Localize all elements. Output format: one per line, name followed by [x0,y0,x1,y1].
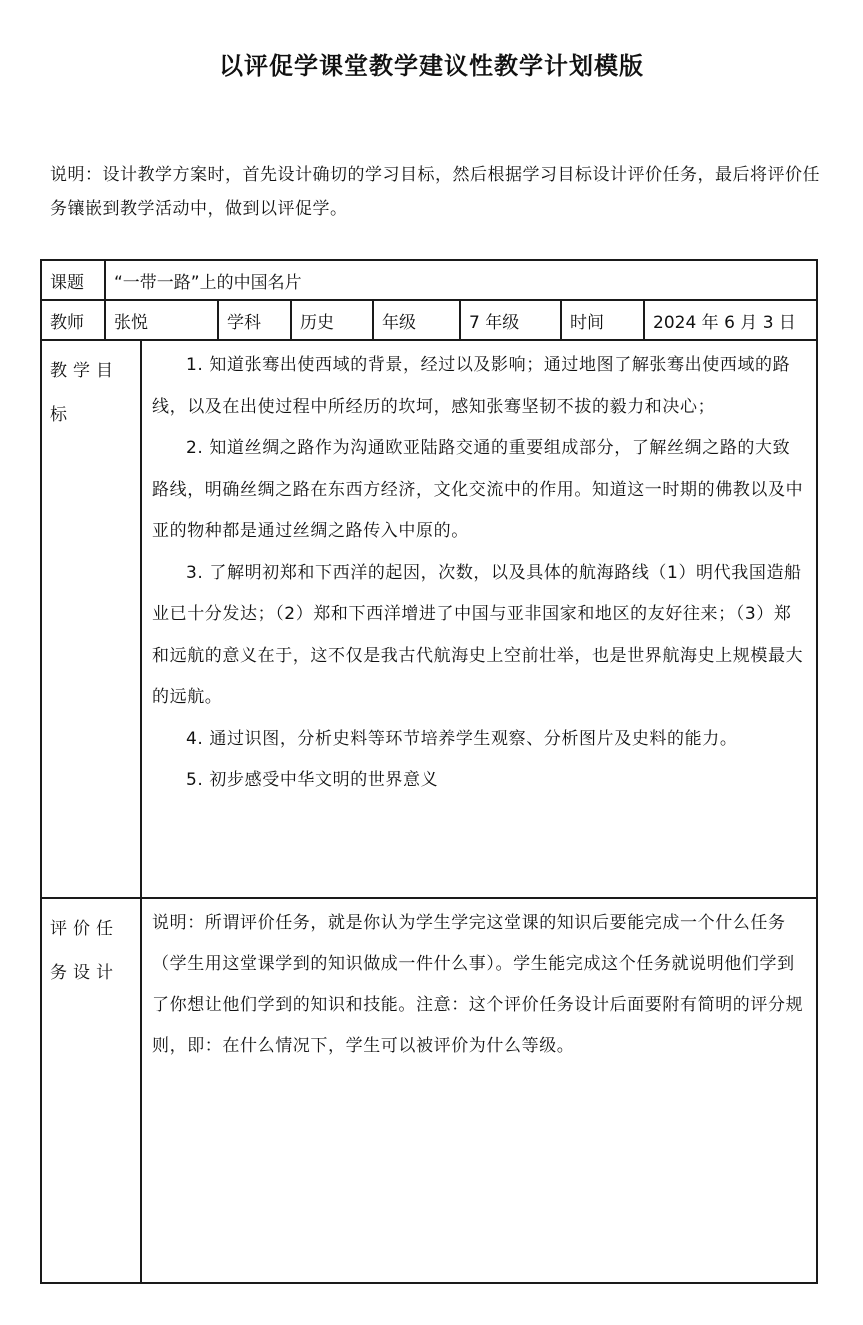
time-value: 2024 年 6 月 3 日 [644,300,817,340]
grade-label: 年级 [373,300,460,340]
evaluation-content [141,898,817,1283]
goals-label: 教学目标 [41,340,141,898]
teacher-value: 张悦 [105,300,218,340]
teacher-label: 教师 [41,300,105,340]
evaluation-row [41,898,817,1283]
goal-item-3: 3. 了解明初郑和下西洋的起因，次数，以及具体的航海路线（1）明代我国造船业已十分发达；（2）郑和下西洋增进了中国与亚非国家和地区的友好往来；（3）郑和远航的意义在于，这不仅是我古代航海史上空前壮举，也是世界航海史上规模最大的远航。 [152,562,804,707]
subject-label: 学科 [218,300,291,340]
evaluation-text: 说明：所谓评价任务，就是你认为学生学完这堂课的知识后要能完成一个什么任务（学生用这堂课学到的知识做成一件什么事）。学生能完成这个任务就说明他们学到了你想让他们学到的知识和技能。注意：这个评价任务设计后面要附有简明的评分规则，即：在什么情况下，学生可以被评价为什么等级。 [152,913,804,1056]
info-row [41,300,817,340]
topic-row [41,260,817,300]
topic-value: “一带一路”上的中国名片 [105,260,817,300]
goal-item-4: 4. 通过识图，分析史料等环节培养学生观察、分析图片及史料的能力。 [186,728,738,749]
grade-value: 7 年级 [460,300,561,340]
evaluation-label: 评价任务设计 [41,898,141,1283]
goal-item-2: 2. 知道丝绸之路作为沟通欧亚陆路交通的重要组成部分，了解丝绸之路的大致路线，明确丝绸之路在东西方经济，文化交流中的作用。知道这一时期的佛教以及中亚的物种都是通过丝绸之路传入中原的。 [152,438,804,541]
subject-value: 历史 [291,300,373,340]
goal-item-1: 1. 知道张骞出使西域的背景，经过以及影响；通过地图了解张骞出使西域的路线，以及在出使过程中所经历的坎坷，感知张骞坚韧不拔的毅力和决心； [152,355,791,417]
instructions-note: 说明：设计教学方案时，首先设计确切的学习目标，然后根据学习目标设计评价任务，最后将评价任务镶嵌到教学活动中，做到以评促学。 [50,165,820,219]
lesson-plan-table [40,259,818,1284]
goals-row [41,340,817,898]
topic-label: 课题 [41,260,105,300]
goal-item-5: 5. 初步感受中华文明的世界意义 [186,770,439,790]
time-label: 时间 [561,300,644,340]
page-title: 以评促学课堂教学建议性教学计划模版 [219,52,644,80]
goals-content [141,340,817,898]
